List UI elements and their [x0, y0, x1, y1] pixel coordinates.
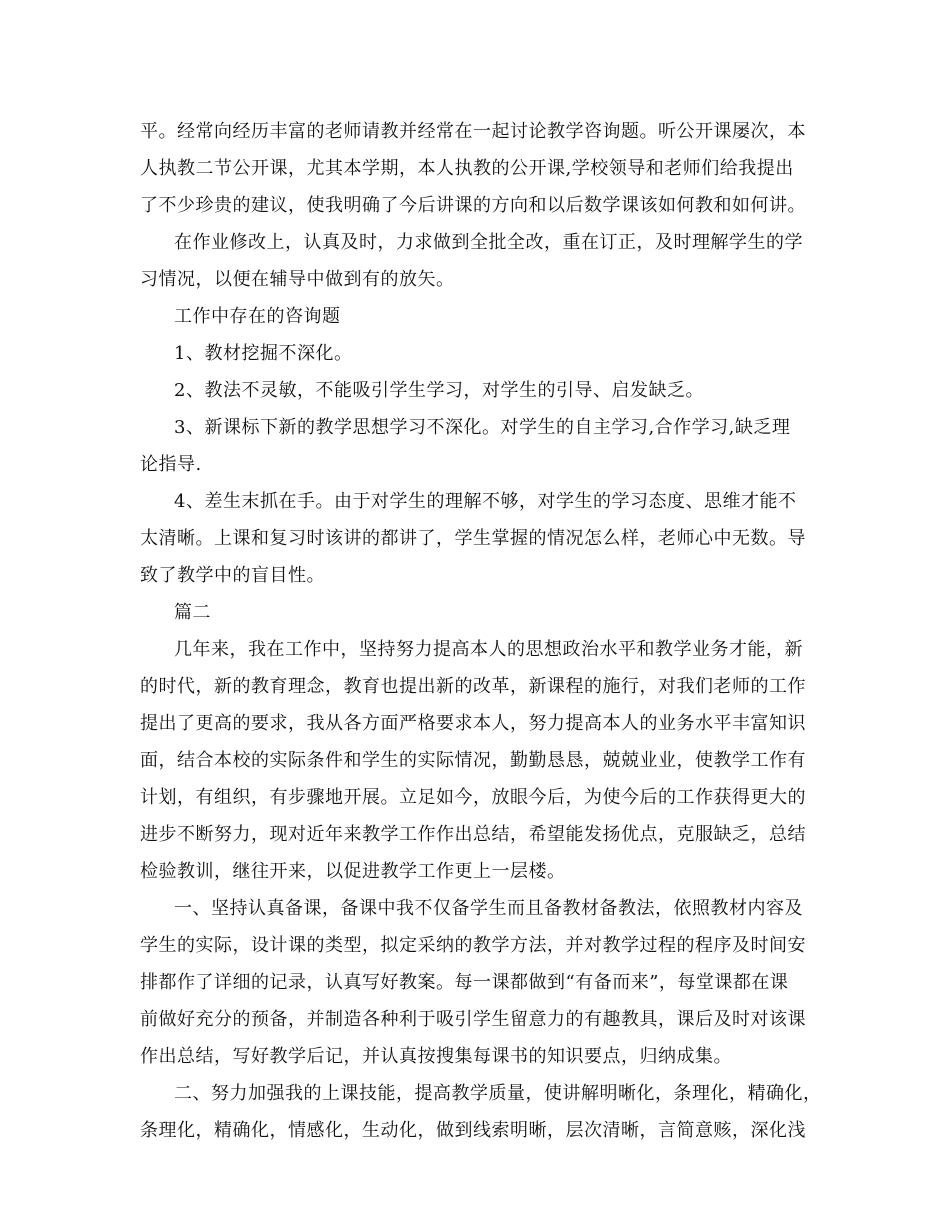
text-line: 排都作了详细的记录，认真写好教案。每一课都做到“有备而来”，每堂课都在课	[140, 972, 789, 993]
text-line: 条理化，精确化，情感化，生动化，做到线索明晰，层次清晰，言简意赅，深化浅	[140, 1120, 806, 1141]
text-line: 致了教学中的盲目性。	[140, 565, 325, 586]
text-line: 一、坚持认真备课，备课中我不仅备学生而且备教材备教法，依照教材内容及	[174, 898, 803, 919]
text-line: 二、努力加强我的上课技能，提高教学质量，使讲解明晰化，条理化，精确化，	[174, 1083, 822, 1104]
text-line: 论指导.	[140, 454, 202, 475]
text-line: 2、教法不灵敏，不能吸引学生学习，对学生的引导、启发缺乏。	[174, 380, 704, 401]
text-line: 学生的实际，设计课的类型，拟定采纳的教学方法，并对教学过程的程序及时间安	[140, 935, 806, 956]
text-line: 1、教材挖掘不深化。	[174, 343, 353, 364]
text-line: 检验教训，继往开来，以促进教学工作更上一层楼。	[140, 861, 566, 882]
text-line: 4、差生末抓在手。由于对学生的理解不够，对学生的学习态度、思维才能不	[174, 491, 797, 512]
text-line: 篇二	[174, 602, 211, 623]
document-body	[140, 116, 820, 1152]
text-line: 计划，有组织，有步骤地开展。立足如今，放眼今后，为使今后的工作获得更大的	[140, 787, 806, 808]
text-line: 几年来，我在工作中，坚持努力提高本人的思想政治水平和教学业务才能，新	[174, 639, 803, 660]
text-line: 的时代，新的教育理念，教育也提出新的改革，新课程的施行，对我们老师的工作	[140, 676, 806, 697]
text-line: 太清晰。上课和复习时该讲的都讲了，学生掌握的情况怎么样，老师心中无数。导	[140, 528, 806, 549]
text-line: 3、新课标下新的教学思想学习不深化。对学生的自主学习,合作学习,缺乏理	[174, 417, 791, 438]
text-line: 平。经常向经历丰富的老师请教并经常在一起讨论教学咨询题。听公开课屡次，本	[140, 121, 806, 142]
text-line: 在作业修改上，认真及时，力求做到全批全改，重在订正，及时理解学生的学	[174, 232, 803, 253]
text-line: 人执教二节公开课，尤其本学期，本人执教的公开课,学校领导和老师们给我提出	[140, 158, 794, 179]
text-line: 习情况，以便在辅导中做到有的放矢。	[140, 269, 455, 290]
text-line: 工作中存在的咨询题	[174, 306, 341, 327]
text-line: 进步不断努力，现对近年来教学工作作出总结，希望能发扬优点，克服缺乏，总结	[140, 824, 806, 845]
text-line: 面，结合本校的实际条件和学生的实际情况，勤勤恳恳，兢兢业业，使教学工作有	[140, 750, 806, 771]
text-line: 作出总结，写好教学后记，并认真按搜集每课书的知识要点，归纳成集。	[140, 1046, 732, 1067]
text-line: 了不少珍贵的建议，使我明确了今后讲课的方向和以后数学课该如何教和如何讲。	[140, 195, 806, 216]
text-line: 提出了更高的要求，我从各方面严格要求本人，努力提高本人的业务水平丰富知识	[140, 713, 806, 734]
text-line: 前做好充分的预备，并制造各种利于吸引学生留意力的有趣教具，课后及时对该课	[140, 1009, 806, 1030]
